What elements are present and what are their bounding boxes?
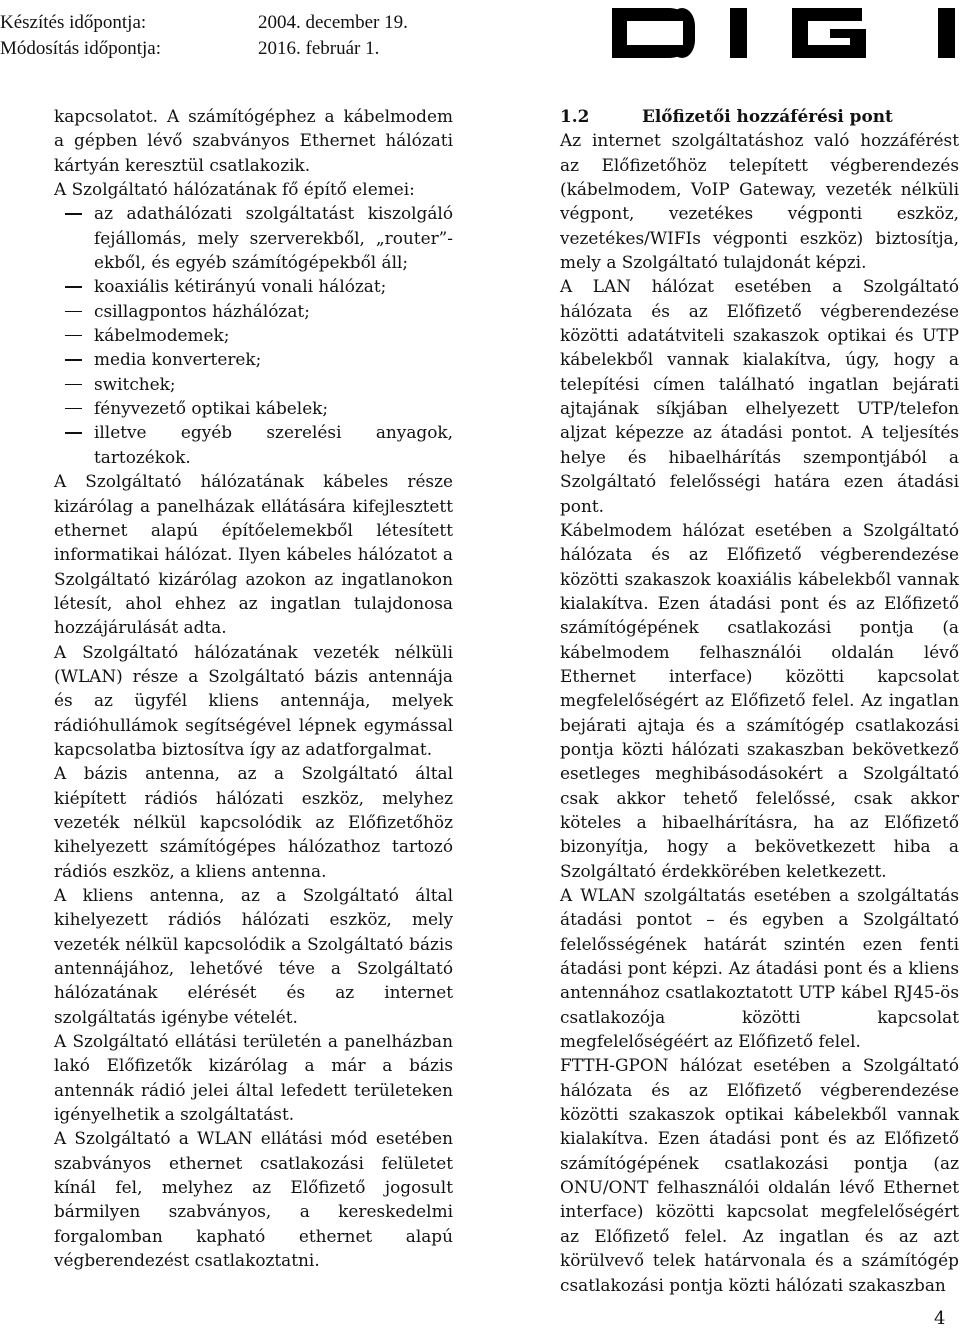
right-column — [560, 104, 959, 1297]
paragraph: A Szolgáltató hálózatának vezeték nélküli (WLAN) része a Szolgáltató bázis antennája és az ügyfél kliens antennája, melyek rádióhullámok segítségével lépnek egymással kapcsolatba biztosítva így az adatforgalmat. — [54, 641, 453, 759]
paragraph: A Szolgáltató ellátási területén a panelházban lakó Előfizetők kizárólag a már a bázis antennák rádió jelei által lefedett területeken igényelhetik a szolgáltatást. — [54, 1031, 453, 1125]
list-item: fényvezető optikai kábelek; — [94, 396, 453, 420]
list-item: illetve egyéb szerelési anyagok, tartozékok. — [94, 420, 453, 469]
paragraph: A Szolgáltató hálózatának fő építő elemei: — [54, 179, 415, 200]
section-number: 1.2 — [560, 106, 590, 126]
section-heading — [560, 104, 959, 128]
network-elements-list — [54, 201, 453, 469]
left-column — [54, 104, 453, 1273]
modified-value: 2016. február 1. — [258, 38, 380, 59]
created-label: Készítés időpontja: — [0, 12, 147, 33]
page-number: 4 — [934, 1308, 946, 1329]
paragraph: A LAN hálózat esetében a Szolgáltató hálózata és az Előfizető végberendezése közötti adatátviteli szakaszok optikai és UTP kábelekből vannak kialakítva, úgy, hogy a telepítési címen található ingatlan bejárati ajtajának síkjában elhelyezett UTP/telefon aljzat képezze az átadási pontot. A teljesítés helye és hibaelhárítás szempontjából a Szolgáltató felelősségi határa ezen átadási pont. — [560, 276, 959, 516]
created-value: 2004. december 19. — [258, 12, 408, 33]
paragraph: Kábelmodem hálózat esetében a Szolgáltató hálózata és az Előfizető végberendezése közötti szakaszok koaxiális kábelekből vannak kialakítva. Ezen átadási pont és az Előfizető számítógépének csatlakozási pontja (a kábelmodem felhasználói oldalán lévő Ethernet interface) közötti kapcsolat megfelelőségért az Előfizető felel. Az ingatlan bejárati ajtaja és a számítógép csatlakozási pontja közti hálózati szakaszban bekövetkező esetleges meghibásodásokért a Szolgáltató csak akkor tehető felelőssé, csak akkor köteles a hibaelhárításra, ha az Előfizető bizonyítja, hogy a bekövetkezett hiba a Szolgáltató érdekkörében keletkezett. — [560, 519, 959, 881]
list-item: media konverterek; — [94, 347, 453, 371]
section-title: Előfizetői hozzáférési pont — [642, 106, 893, 126]
paragraph: FTTH-GPON hálózat esetében a Szolgáltató hálózata és az Előfizető végberendezése közötti szakaszok optikai kábelekből vannak kialakítva. Ezen átadási pont és az Előfizető számítógépének csatlakozási pontja (az ONU/ONT felhasználói oldalán lévő Ethernet interface) közötti kapcsolat megfelelőségért az Előfizető felel. Az ingatlan és az azt körülvevő telek határvonala és a számítógép csatlakozási pontja közti hálózati szakaszban — [560, 1055, 959, 1295]
list-item: kábelmodemek; — [94, 323, 453, 347]
paragraph: kapcsolatot. A számítógéphez a kábelmodem a gépben lévő szabványos Ethernet hálózati kártyán keresztül csatlakozik. — [54, 106, 453, 175]
list-item: csillagpontos házhálózat; — [94, 299, 453, 323]
digi-logo — [612, 5, 957, 60]
paragraph: A Szolgáltató hálózatának kábeles része kizárólag a panelházak ellátására kifejlesztett ethernet alapú építőelemekből létesített informatikai hálózat. Ilyen kábeles hálózatot a Szolgáltató kizárólag azokon az ingatlanokon létesít, ahol ehhez az ingatlan tulajdonosa hozzájárulását adta. — [54, 471, 453, 638]
paragraph: Az internet szolgáltatáshoz való hozzáférést az Előfizetőhöz telepített végberendezés (kábelmodem, VoIP Gateway, vezeték nélküli végpont, vezetékes végponti eszköz, vezetékes/WIFIs végponti eszköz) biztosítja, mely a Szolgáltató tulajdonát képzi. — [560, 130, 959, 273]
list-item: switchek; — [94, 372, 453, 396]
list-item: az adathálózati szolgáltatást kiszolgáló fejállomás, mely szerverekből, „router”-ekből, és egyéb számítógépekből áll; — [94, 201, 453, 274]
paragraph: A bázis antenna, az a Szolgáltató által kiépített rádiós hálózati eszköz, melyhez vezeték nélkül kapcsolódik az Előfizetőhöz kihelyezett számítógépes hálózathoz tartozó rádiós eszköz, a kliens antenna. — [54, 763, 453, 881]
modified-label: Módosítás időpontja: — [0, 38, 161, 59]
paragraph: A WLAN szolgáltatás esetében a szolgáltatás átadási pontot – és egyben a Szolgáltató felelősségének határát szintén ezen fenti átadási pont képzi. Az átadási pont és a kliens antennához csatlakoztatott UTP kábel RJ45-ös csatlakozója közötti kapcsolat megfelelőségéért az Előfizető felel. — [560, 885, 959, 1052]
paragraph: A kliens antenna, az a Szolgáltató által kihelyezett rádiós hálózati eszköz, mely vezeték nélkül kapcsolódik a Szolgáltató bázis antennájához, lehetővé téve a Szolgáltató hálózatának elérését és az internet szolgáltatás igénybe vételét. — [54, 885, 453, 1027]
paragraph: A Szolgáltató a WLAN ellátási mód esetében szabványos ethernet csatlakozási felületet kínál fel, melyhez az Előfizető jogosult bármilyen szabványos, a kereskedelmi forgalomban kapható ethernet alapú végberendezést csatlakoztatni. — [54, 1128, 453, 1271]
list-item: koaxiális kétirányú vonali hálózat; — [94, 274, 453, 298]
